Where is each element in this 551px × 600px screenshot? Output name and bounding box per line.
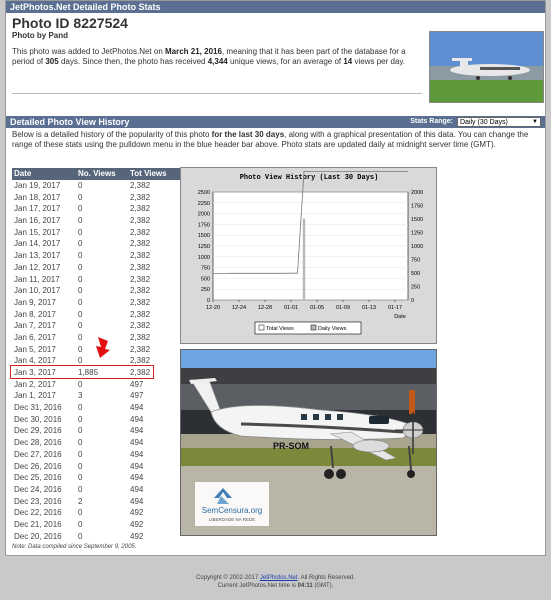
table-header: [12, 168, 182, 180]
row-date: Dec 27, 2016: [14, 449, 62, 459]
table-row: [12, 507, 182, 519]
row-total: 2,382: [130, 192, 151, 202]
row-total: 2,382: [130, 332, 151, 342]
jetphotos-link[interactable]: JetPhotos.Net: [259, 575, 298, 581]
row-views: 0: [78, 438, 83, 448]
row-date: Jan 19, 2017: [14, 181, 61, 190]
copyright-line: Copyright © 2002-2017 JetPhotos.Net. All Rights Reserved.: [196, 575, 355, 581]
x-tick-label: 01-09: [335, 305, 351, 311]
row-total: 2,382: [130, 216, 151, 226]
row-date: Dec 23, 2016: [14, 496, 62, 506]
row-date: Jan 9, 2017: [14, 297, 56, 307]
row-views: 1,885: [78, 368, 99, 377]
row-date: Jan 5, 2017: [14, 344, 56, 354]
x-axis-label: Date: [394, 314, 406, 320]
stats-range-select[interactable]: [457, 117, 541, 127]
table-row: [12, 309, 182, 321]
row-views: 0: [78, 321, 83, 331]
photo-thumbnail[interactable]: [429, 31, 544, 103]
row-date: Dec 31, 2016: [14, 403, 62, 413]
y-tick-label-right: 1000: [411, 244, 424, 250]
photo-intro-text: This photo was added to JetPhotos.Net on March 21, 2016, meaning that it has been part of the database for a period of 305 days. Since then, the photo has received 4,344 unique views, for an average of 14 views per day.: [12, 47, 406, 66]
y-tick-label-left: 750: [200, 265, 210, 272]
divider: [12, 93, 422, 94]
legend-label-daily: Daily Views: [318, 326, 347, 332]
table-note: Note: Data compiled since September 9, 2005.: [12, 544, 137, 550]
table-row: [12, 390, 182, 402]
y-tick-label-left: 250: [200, 287, 210, 294]
y-tick-label-right: 750: [411, 257, 421, 264]
server-time-line: Current JetPhotos.Net time is 04:11 (GMT).: [217, 583, 334, 589]
row-date: Jan 17, 2017: [14, 204, 61, 214]
table-row: [12, 519, 182, 531]
row-views: 0: [78, 204, 83, 214]
row-views: 0: [78, 403, 83, 413]
table-row: [12, 274, 182, 286]
row-date: Dec 25, 2016: [14, 473, 62, 483]
x-tick-label: 12-28: [257, 305, 273, 311]
legend-swatch-total: [259, 325, 264, 330]
row-total: 2,382: [130, 368, 151, 377]
avg-views: 14: [343, 57, 353, 66]
row-views: 0: [78, 508, 83, 518]
col-date-header: Date: [14, 169, 32, 178]
stats-page: [5, 0, 546, 556]
table-row: [12, 297, 182, 309]
y-tick-label-left: 1000: [197, 254, 210, 261]
x-tick-label: 12-20: [205, 305, 221, 311]
row-total: 2,382: [130, 286, 151, 296]
y-tick-label-right: 2000: [411, 190, 424, 196]
y-tick-label-left: 500: [200, 276, 210, 283]
row-views: 0: [78, 426, 83, 436]
row-views: 0: [78, 192, 83, 202]
row-date: Jan 7, 2017: [14, 321, 56, 331]
photographer-credit: Photo by Pand: [12, 31, 68, 40]
table-row: [12, 262, 182, 274]
table-row: [12, 484, 182, 496]
row-date: Jan 11, 2017: [14, 274, 60, 284]
row-total: 2,382: [130, 204, 151, 214]
row-total: 494: [130, 414, 144, 424]
x-tick-label: 01-13: [361, 305, 377, 311]
row-views: 0: [78, 531, 83, 541]
y-tick-label-left: 2250: [197, 200, 210, 207]
row-total: 494: [130, 449, 144, 459]
row-date: Dec 24, 2016: [14, 484, 62, 494]
row-total: 494: [130, 473, 144, 483]
row-views: 0: [78, 297, 83, 307]
x-tick-label: 01-17: [387, 305, 403, 311]
table-row: [12, 192, 182, 204]
row-total: 492: [130, 519, 144, 529]
row-date: Jan 18, 2017: [14, 192, 61, 202]
y-tick-label-right: 500: [411, 271, 421, 277]
table-row: [12, 285, 182, 297]
row-total: 2,382: [130, 344, 151, 354]
row-total: 492: [130, 531, 144, 541]
x-tick-label: 12-24: [231, 305, 247, 311]
highlight-box: [10, 365, 154, 379]
row-total: 497: [130, 379, 144, 389]
row-views: 0: [78, 356, 83, 366]
row-views: 0: [78, 286, 83, 296]
row-date: Jan 8, 2017: [14, 309, 56, 319]
table-row: [12, 238, 182, 250]
y-tick-label-left: 0: [206, 298, 210, 304]
table-row: [12, 250, 182, 262]
y-tick-label-left: 1250: [197, 244, 210, 250]
x-tick-label: 01-01: [283, 305, 299, 311]
row-date: Dec 28, 2016: [14, 438, 62, 448]
row-total: 492: [130, 508, 144, 518]
table-row: [12, 461, 182, 473]
legend-label-total: Total Views: [266, 326, 294, 332]
table-row: [12, 414, 182, 426]
y-tick-label-left: 2500: [197, 190, 210, 196]
y-tick-label-left: 1750: [197, 222, 210, 229]
row-views: 0: [78, 251, 83, 261]
row-total: 494: [130, 461, 144, 471]
row-views: 0: [78, 519, 83, 529]
x-tick-label: 01-05: [309, 305, 325, 311]
stats-range-label: Stats Range:: [410, 118, 453, 125]
row-views: 3: [78, 391, 83, 401]
row-views: 0: [78, 239, 83, 249]
row-views: 0: [78, 414, 83, 424]
history-header-bar: [6, 116, 545, 128]
stats-range-value: Daily (30 Days): [460, 119, 508, 126]
page-header-title: JetPhotos.Net Detailed Photo Stats: [10, 2, 161, 12]
history-description: Below is a detailed history of the popularity of this photo for the last 30 days, along with a graphical presentation of this data. You can change the range of these stats using the pulldown menu in the blue header bar above. Photo stats are updated daily at midnight server time (GMT).: [12, 130, 529, 149]
legend-swatch-daily: [311, 325, 316, 330]
days-count: 305: [45, 57, 59, 66]
row-views: 0: [78, 262, 83, 272]
table-row: [12, 425, 182, 437]
table-row: [12, 215, 182, 227]
views-count: 4,344: [207, 57, 228, 66]
row-views: 0: [78, 484, 83, 494]
aircraft-registration: PR-SOM: [273, 441, 309, 451]
dropdown-arrow-icon: ▼: [532, 119, 538, 125]
table-row: [12, 320, 182, 332]
table-row: [12, 227, 182, 239]
row-total: 2,382: [130, 262, 151, 272]
daily-views-bar: [303, 219, 305, 300]
row-total: 2,382: [130, 321, 151, 331]
row-date: Jan 6, 2017: [14, 332, 56, 342]
table-row: [12, 379, 182, 391]
row-date: Jan 3, 2017: [14, 368, 56, 377]
row-views: 0: [78, 473, 83, 483]
table-row: [12, 402, 182, 414]
row-date: Jan 12, 2017: [14, 262, 61, 272]
row-views: 0: [78, 332, 83, 342]
row-views: 0: [78, 274, 83, 284]
y-tick-label-right: 1250: [411, 230, 424, 237]
row-total: 2,382: [130, 227, 151, 237]
row-date: Dec 29, 2016: [14, 426, 62, 436]
red-arrow-icon: [92, 337, 114, 359]
row-total: 494: [130, 496, 144, 506]
row-total: 494: [130, 426, 144, 436]
table-row: [12, 437, 182, 449]
row-views: 0: [78, 227, 83, 237]
row-total: 2,382: [130, 239, 151, 249]
row-views: 0: [78, 461, 83, 471]
history-title: Detailed Photo View History: [10, 117, 130, 127]
row-total: 494: [130, 484, 144, 494]
row-date: Dec 22, 2016: [14, 508, 62, 518]
row-views: 0: [78, 379, 83, 389]
table-row: [12, 203, 182, 215]
row-total: 2,382: [130, 181, 151, 190]
photo-id-title: Photo ID 8227524: [12, 15, 128, 31]
row-date: Jan 15, 2017: [14, 227, 61, 237]
aircraft-photo[interactable]: [180, 349, 437, 536]
table-row: [12, 449, 182, 461]
row-total: 494: [130, 438, 144, 448]
added-date: March 21, 2016: [164, 47, 222, 56]
row-date: Dec 21, 2016: [14, 519, 62, 529]
row-date: Dec 20, 2016: [14, 531, 62, 541]
row-total: 2,382: [130, 251, 151, 261]
row-views: 0: [78, 449, 83, 459]
row-date: Jan 4, 2017: [14, 356, 56, 366]
row-views: 0: [78, 309, 83, 319]
y-tick-label-right: 250: [411, 284, 421, 291]
y-tick-label-right: 1750: [411, 203, 424, 210]
row-total: 2,382: [130, 274, 151, 284]
page-footer: [0, 574, 551, 590]
row-total: 497: [130, 391, 144, 401]
row-views: 2: [78, 496, 83, 506]
row-total: 2,382: [130, 356, 151, 366]
row-total: 494: [130, 403, 144, 413]
table-row: [12, 180, 182, 192]
row-date: Jan 2, 2017: [14, 379, 56, 389]
row-date: Jan 13, 2017: [14, 251, 61, 261]
row-views: 0: [78, 216, 83, 226]
row-total: 2,382: [130, 297, 151, 307]
table-body: [12, 180, 182, 542]
table-row: [12, 472, 182, 484]
y-tick-label-left: 2000: [197, 211, 210, 218]
row-total: 2,382: [130, 309, 151, 319]
row-date: Jan 16, 2017: [14, 216, 61, 226]
col-total-header: Tot Views: [130, 169, 167, 178]
table-row: [12, 496, 182, 508]
row-date: Jan 1, 2017: [14, 391, 56, 401]
watermark-line1: SemCensura.org: [201, 506, 263, 515]
y-tick-label-right: 1500: [411, 217, 424, 223]
col-views-header: No. Views: [78, 169, 116, 178]
watermark-line2: LIBERDADE NA REDE: [208, 517, 256, 522]
server-time: 04:11: [297, 583, 313, 589]
page-header-bar: [6, 1, 545, 13]
y-tick-label-right: 0: [411, 298, 415, 304]
chart-title: Photo View History (Last 30 Days): [239, 174, 379, 182]
row-date: Dec 26, 2016: [14, 461, 62, 471]
row-date: Dec 30, 2016: [14, 414, 62, 424]
table-row: [12, 531, 182, 543]
row-date: Jan 10, 2017: [14, 286, 61, 296]
row-date: Jan 14, 2017: [14, 239, 61, 249]
y-tick-label-left: 1500: [197, 233, 210, 240]
view-history-chart: [180, 167, 437, 344]
row-views: 0: [78, 344, 83, 354]
row-views: 0: [78, 181, 83, 190]
